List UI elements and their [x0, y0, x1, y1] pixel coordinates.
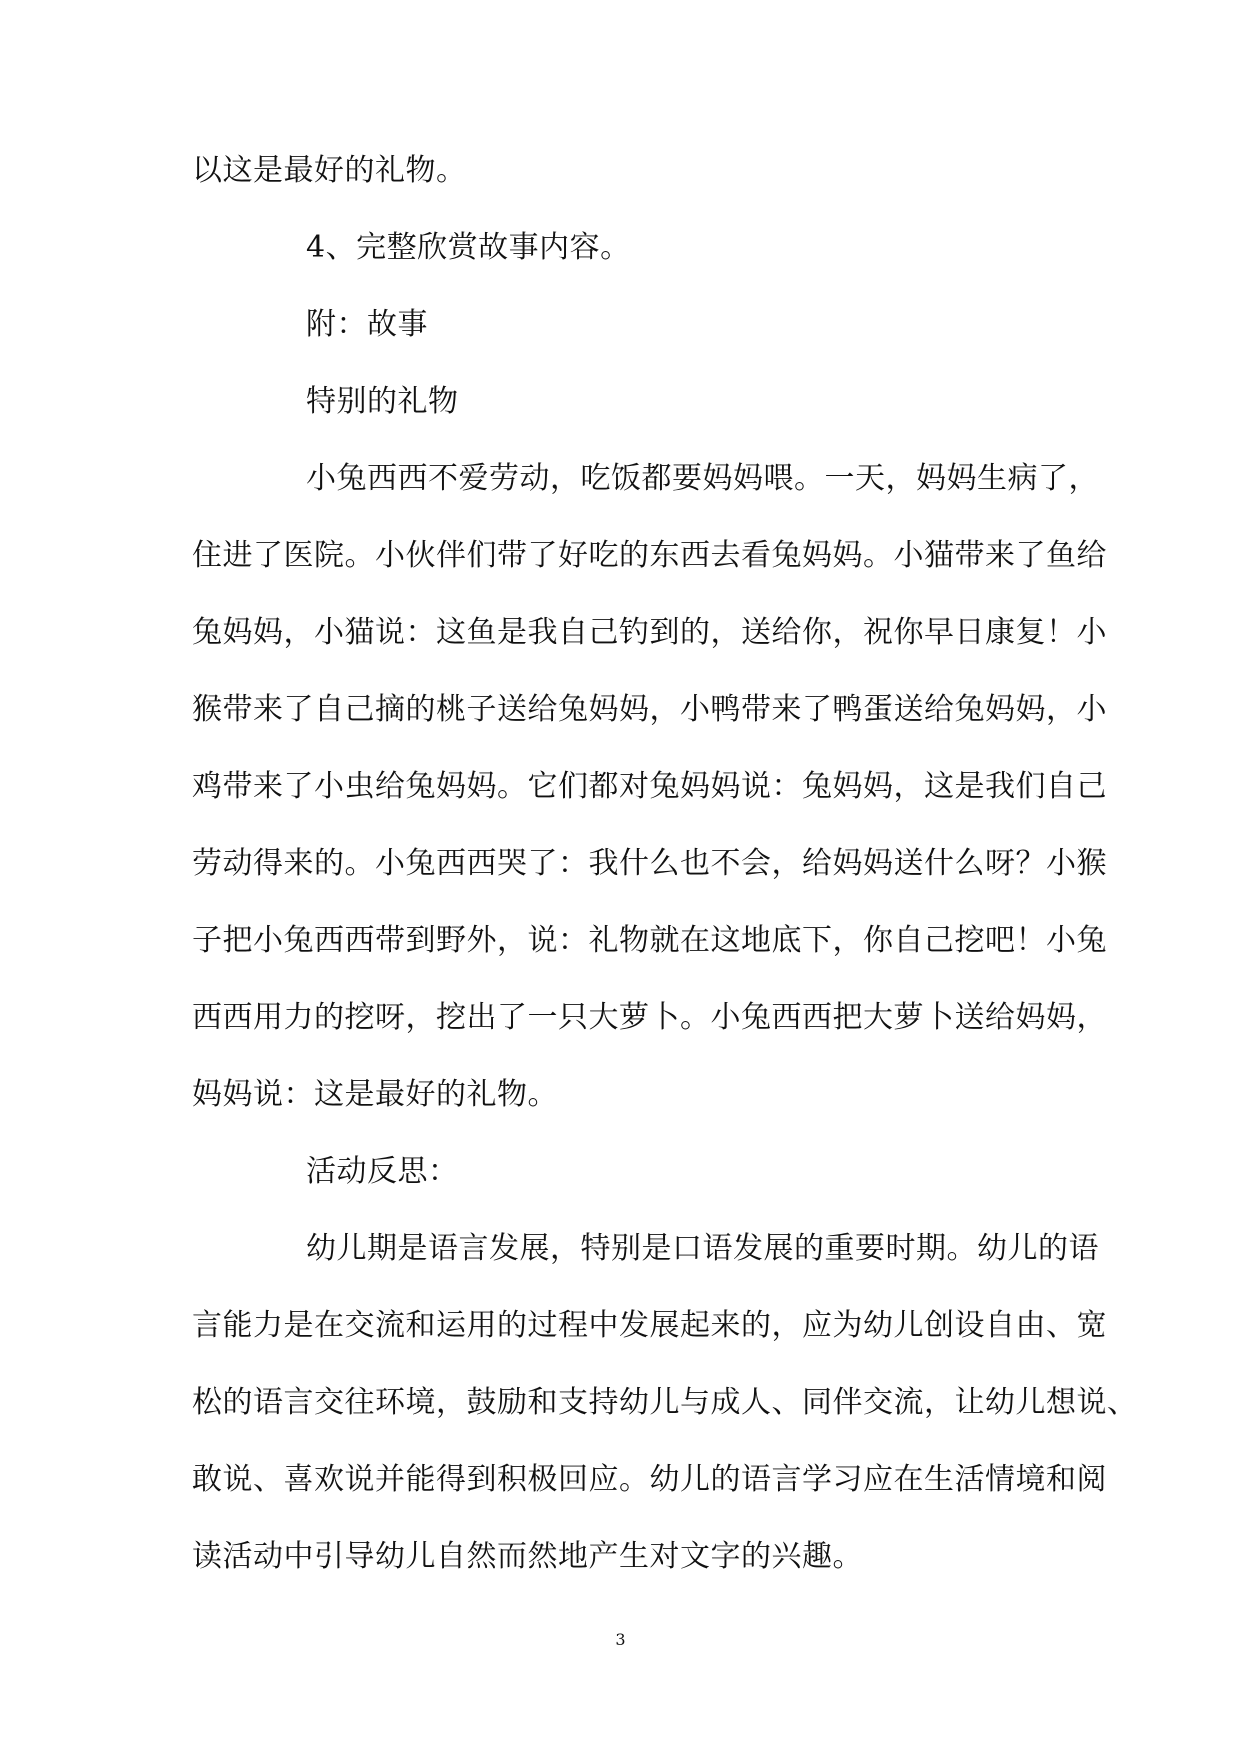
reflection-paragraph-line: 读活动中引导幼儿自然而然地产生对文字的兴趣。 — [192, 1539, 863, 1574]
story-paragraph-line: 住进了医院。小伙伴们带了好吃的东西去看兔妈妈。小猫带来了鱼给 — [192, 538, 1107, 573]
reflection-paragraph-line: 幼儿期是语言发展，特别是口语发展的重要时期。幼儿的语 — [306, 1231, 1099, 1266]
story-paragraph-line: 子把小兔西西带到野外，说：礼物就在这地底下，你自己挖吧！小兔 — [192, 923, 1107, 958]
text-line: 以这是最好的礼物。 — [192, 153, 467, 188]
story-paragraph-line: 鸡带来了小虫给兔妈妈。它们都对兔妈妈说：兔妈妈，这是我们自己 — [192, 769, 1107, 804]
story-paragraph-line: 妈妈说：这是最好的礼物。 — [192, 1077, 558, 1112]
story-title: 特别的礼物 — [306, 384, 459, 419]
story-paragraph-line: 猴带来了自己摘的桃子送给兔妈妈，小鸭带来了鸭蛋送给兔妈妈，小 — [192, 692, 1107, 727]
reflection-heading: 活动反思： — [306, 1154, 459, 1189]
story-paragraph-line: 小兔西西不爱劳动，吃饭都要妈妈喂。一天，妈妈生病了， — [306, 461, 1099, 496]
page-number: 3 — [615, 1630, 626, 1649]
story-paragraph-line: 劳动得来的。小兔西西哭了：我什么也不会，给妈妈送什么呀？小猴 — [192, 846, 1107, 881]
reflection-paragraph-line: 松的语言交往环境，鼓励和支持幼儿与成人、同伴交流，让幼儿想说、 — [192, 1385, 1138, 1420]
story-paragraph-line: 西西用力的挖呀，挖出了一只大萝卜。小兔西西把大萝卜送给妈妈， — [192, 1000, 1107, 1035]
reflection-paragraph-line: 敢说、喜欢说并能得到积极回应。幼儿的语言学习应在生活情境和阅 — [192, 1462, 1107, 1497]
story-paragraph-line: 兔妈妈，小猫说：这鱼是我自己钓到的，送给你，祝你早日康复！小 — [192, 615, 1107, 650]
appendix-label: 附：故事 — [306, 307, 428, 342]
reflection-paragraph-line: 言能力是在交流和运用的过程中发展起来的，应为幼儿创设自由、宽 — [192, 1308, 1107, 1343]
step-heading: 4、完整欣赏故事内容。 — [306, 230, 631, 265]
